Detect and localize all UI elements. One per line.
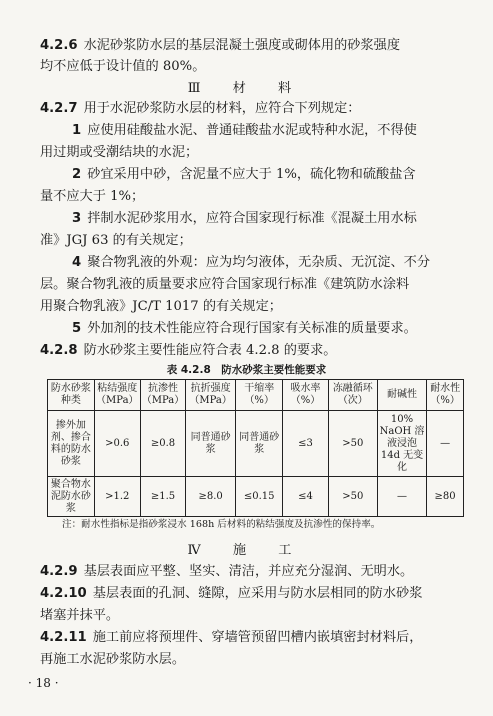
table-cell: 10% NaOH 溶液浸泡 14d 无变化	[377, 411, 426, 477]
item-text: 拌制水泥砂浆用水，应符合国家现行标准《混凝土用水标	[87, 211, 417, 226]
clause-text: 用于水泥砂浆防水层的材料，应符合下列规定：	[83, 101, 361, 116]
section-title: 施 工	[232, 543, 306, 558]
item-4-line2: 层。聚合物乳液的质量要求应符合国家现行标准《建筑防水涂料	[40, 277, 410, 292]
table-header-cell: 抗渗性（MPa）	[140, 380, 185, 411]
clause-4-2-10-line1	[40, 585, 472, 603]
item-4-line3: 用聚合物乳液》JC/T 1017 的有关规定；	[40, 299, 282, 314]
table-note: 注：耐水性指标是指砂浆浸水 168h 后材料的粘结强度及抗渗性的保持率。	[62, 519, 381, 530]
table-cell: ≤3	[283, 411, 328, 477]
table-cell: 同普通砂浆	[186, 411, 236, 477]
item-number: 2	[72, 167, 82, 182]
table-header-cell: 粘结强度（MPa）	[94, 380, 140, 411]
table-cell: >50	[328, 411, 377, 477]
section-heading-construction	[0, 542, 493, 560]
clause-4-2-11-line1	[40, 629, 472, 647]
item-1-line2: 用过期或受潮结块的水泥；	[40, 145, 199, 160]
clause-number: 4.2.9	[40, 564, 78, 579]
item-5-line1	[72, 320, 472, 338]
table-cell: >50	[328, 477, 377, 517]
clause-4-2-9	[40, 563, 472, 581]
clause-number: 4.2.6	[40, 38, 78, 53]
clause-number: 4.2.8	[40, 343, 78, 358]
item-number: 5	[72, 321, 82, 336]
item-number: 3	[72, 211, 82, 226]
section-heading-materials	[0, 80, 493, 98]
clause-text: 水泥砂浆防水层的基层混凝土强度或砌体用的砂浆强度	[83, 38, 401, 53]
table-cell: —	[427, 411, 464, 477]
table-cell: ≤0.15	[236, 477, 283, 517]
table-header-row	[48, 380, 464, 411]
clause-text: 施工前应将预埋件、穿墙管预留凹槽内嵌填密封材料后，	[92, 630, 423, 645]
table-cell: 掺外加剂、掺合料的防水砂浆	[48, 411, 95, 477]
table-header-cell: 冻融循环（次）	[328, 380, 377, 411]
table-cell: ≥1.5	[140, 477, 185, 517]
clause-4-2-11-line2: 再施工水泥砂浆防水层。	[40, 652, 186, 667]
item-2-line1	[72, 166, 472, 184]
section-numeral: Ⅲ	[187, 81, 215, 96]
clause-4-2-6-line2: 均不应低于设计值的 80%。	[40, 59, 206, 74]
clause-4-2-8	[40, 342, 472, 360]
clause-4-2-10-line2: 堵塞并抹平。	[40, 608, 120, 623]
clause-text: 基层表面的孔洞、缝隙，应采用与防水层相同的防水砂浆	[92, 586, 423, 601]
table-cell: 聚合物水泥防水砂浆	[48, 477, 95, 517]
table-row	[48, 477, 464, 517]
table-caption: 表 4.2.8 防水砂浆主要性能要求	[166, 364, 327, 376]
item-number: 4	[72, 255, 82, 270]
table-header-cell: 抗折强度（MPa）	[186, 380, 236, 411]
section-title: 材 料	[232, 81, 306, 96]
table-cell: ≥8.0	[186, 477, 236, 517]
table-cell: ≤4	[283, 477, 328, 517]
item-3-line1	[72, 210, 472, 228]
item-text: 聚合物乳液的外观：应为均匀液体，无杂质、无沉淀、不分	[87, 255, 431, 270]
item-4-line1	[72, 254, 472, 272]
table-cell: >0.6	[94, 411, 140, 477]
item-text: 外加剂的技术性能应符合现行国家有关标准的质量要求。	[87, 321, 417, 336]
table-header-cell: 干缩率（%）	[236, 380, 283, 411]
table-header-cell: 防水砂浆种类	[48, 380, 95, 411]
table-cell: ≥80	[427, 477, 464, 517]
table-cell: ≥0.8	[140, 411, 185, 477]
clause-4-2-6-line1	[40, 37, 472, 55]
clause-number: 4.2.11	[40, 630, 87, 645]
clause-number: 4.2.7	[40, 101, 78, 116]
table-header-cell: 耐碱性	[377, 380, 426, 411]
page-number: · 18 ·	[28, 676, 59, 690]
clause-4-2-7-intro	[40, 100, 472, 118]
table-cell: —	[377, 477, 426, 517]
clause-text: 防水砂浆主要性能应符合表 4.2.8 的要求。	[83, 343, 337, 358]
properties-table	[47, 379, 464, 517]
item-number: 1	[72, 123, 82, 138]
table-cell: 同普通砂浆	[236, 411, 283, 477]
section-numeral: Ⅳ	[187, 543, 215, 558]
table-header-cell: 吸水率（%）	[283, 380, 328, 411]
item-text: 应使用硅酸盐水泥、普通硅酸盐水泥或特种水泥，不得使	[87, 123, 417, 138]
table-cell: >1.2	[94, 477, 140, 517]
table-row	[48, 411, 464, 477]
clause-text: 基层表面应平整、坚实、清洁，并应充分湿润、无明水。	[83, 564, 414, 579]
item-text: 砂宜采用中砂，含泥量不应大于 1%，硫化物和硫酸盐含	[87, 167, 416, 182]
item-2-line2: 量不应大于 1%；	[40, 189, 145, 204]
item-3-line2: 准》JGJ 63 的有关规定；	[40, 233, 192, 248]
clause-number: 4.2.10	[40, 586, 87, 601]
table-header-cell: 耐水性（%）	[427, 380, 464, 411]
item-1-line1	[72, 122, 472, 140]
